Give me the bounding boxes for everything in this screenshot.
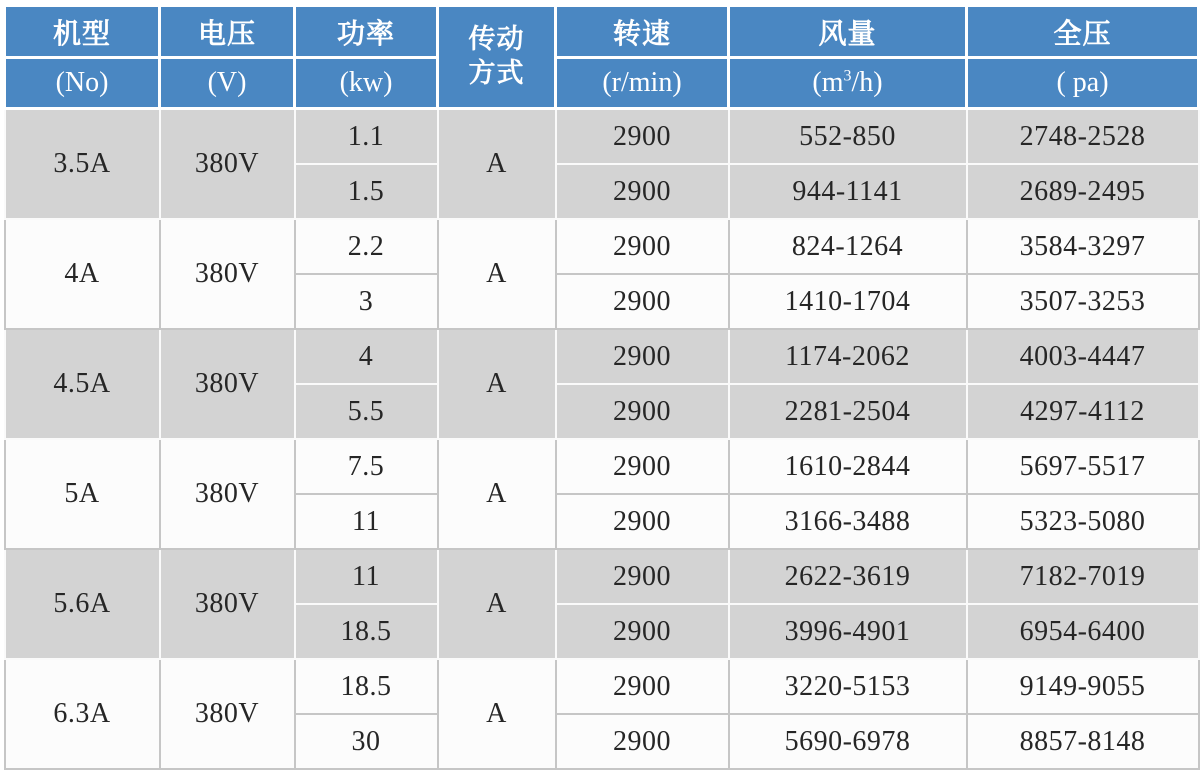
header-voltage: 电压 — [160, 6, 295, 58]
header-power: 功率 — [295, 6, 438, 58]
speed-cell: 2900 — [556, 604, 729, 659]
pressure-cell: 5697-5517 — [967, 439, 1199, 494]
table-row — [5, 329, 1199, 384]
power-cell: 7.5 — [295, 439, 438, 494]
speed-cell: 2900 — [556, 659, 729, 714]
power-cell: 5.5 — [295, 384, 438, 439]
voltage-cell: 380V — [160, 219, 295, 329]
pressure-cell: 2748-2528 — [967, 109, 1199, 165]
speed-cell: 2900 — [556, 714, 729, 769]
pressure-cell: 9149-9055 — [967, 659, 1199, 714]
airflow-cell: 3996-4901 — [729, 604, 967, 659]
header-airflow: 风量 — [729, 6, 967, 58]
airflow-cell: 1410-1704 — [729, 274, 967, 329]
voltage-cell: 380V — [160, 659, 295, 769]
header-airflow-unit — [729, 58, 967, 109]
power-cell: 11 — [295, 494, 438, 549]
airflow-cell: 2281-2504 — [729, 384, 967, 439]
airflow-unit-sup: 3 — [843, 67, 852, 85]
header-pressure-unit: ( pa) — [967, 58, 1199, 109]
header-transmission-line1: 传动 — [468, 24, 525, 55]
header-speed-unit: (r/min) — [556, 58, 729, 109]
airflow-cell: 3220-5153 — [729, 659, 967, 714]
header-power-unit: (kw) — [295, 58, 438, 109]
airflow-cell: 552-850 — [729, 109, 967, 165]
model-cell: 4A — [5, 219, 160, 329]
table-row — [5, 659, 1199, 714]
transmission-cell: A — [438, 109, 556, 220]
speed-cell: 2900 — [556, 109, 729, 165]
model-cell: 5A — [5, 439, 160, 549]
voltage-cell: 380V — [160, 549, 295, 659]
pressure-cell: 6954-6400 — [967, 604, 1199, 659]
header-pressure: 全压 — [967, 6, 1199, 58]
transmission-cell: A — [438, 439, 556, 549]
speed-cell: 2900 — [556, 219, 729, 274]
transmission-cell: A — [438, 329, 556, 439]
header-transmission — [438, 6, 556, 109]
airflow-unit-post: /h) — [851, 67, 883, 98]
table-row — [5, 549, 1199, 604]
power-cell: 1.5 — [295, 164, 438, 219]
speed-cell: 2900 — [556, 549, 729, 604]
header-voltage-unit: (V) — [160, 58, 295, 109]
airflow-cell: 3166-3488 — [729, 494, 967, 549]
power-cell: 11 — [295, 549, 438, 604]
pressure-cell: 4003-4447 — [967, 329, 1199, 384]
airflow-cell: 5690-6978 — [729, 714, 967, 769]
model-cell: 5.6A — [5, 549, 160, 659]
model-cell: 4.5A — [5, 329, 160, 439]
airflow-cell: 2622-3619 — [729, 549, 967, 604]
power-cell: 1.1 — [295, 109, 438, 165]
airflow-cell: 1610-2844 — [729, 439, 967, 494]
power-cell: 4 — [295, 329, 438, 384]
speed-cell: 2900 — [556, 439, 729, 494]
pressure-cell: 3507-3253 — [967, 274, 1199, 329]
airflow-cell: 944-1141 — [729, 164, 967, 219]
pressure-cell: 2689-2495 — [967, 164, 1199, 219]
model-cell: 6.3A — [5, 659, 160, 769]
power-cell: 3 — [295, 274, 438, 329]
power-cell: 30 — [295, 714, 438, 769]
transmission-cell: A — [438, 549, 556, 659]
speed-cell: 2900 — [556, 164, 729, 219]
airflow-cell: 1174-2062 — [729, 329, 967, 384]
voltage-cell: 380V — [160, 439, 295, 549]
fan-spec-table — [3, 4, 1200, 770]
speed-cell: 2900 — [556, 384, 729, 439]
pressure-cell: 3584-3297 — [967, 219, 1199, 274]
header-model: 机型 — [5, 6, 160, 58]
speed-cell: 2900 — [556, 494, 729, 549]
table-row — [5, 439, 1199, 494]
speed-cell: 2900 — [556, 329, 729, 384]
header-model-unit: (No) — [5, 58, 160, 109]
pressure-cell: 4297-4112 — [967, 384, 1199, 439]
transmission-cell: A — [438, 219, 556, 329]
pressure-cell: 8857-8148 — [967, 714, 1199, 769]
header-transmission-line2: 方式 — [468, 58, 525, 88]
header-speed: 转速 — [556, 6, 729, 58]
model-cell: 3.5A — [5, 109, 160, 220]
voltage-cell: 380V — [160, 329, 295, 439]
power-cell: 18.5 — [295, 659, 438, 714]
power-cell: 2.2 — [295, 219, 438, 274]
power-cell: 18.5 — [295, 604, 438, 659]
transmission-cell: A — [438, 659, 556, 769]
pressure-cell: 7182-7019 — [967, 549, 1199, 604]
airflow-unit-pre: (m — [812, 67, 844, 98]
pressure-cell: 5323-5080 — [967, 494, 1199, 549]
speed-cell: 2900 — [556, 274, 729, 329]
table-row — [5, 109, 1199, 165]
airflow-cell: 824-1264 — [729, 219, 967, 274]
voltage-cell: 380V — [160, 109, 295, 220]
table-row — [5, 219, 1199, 274]
